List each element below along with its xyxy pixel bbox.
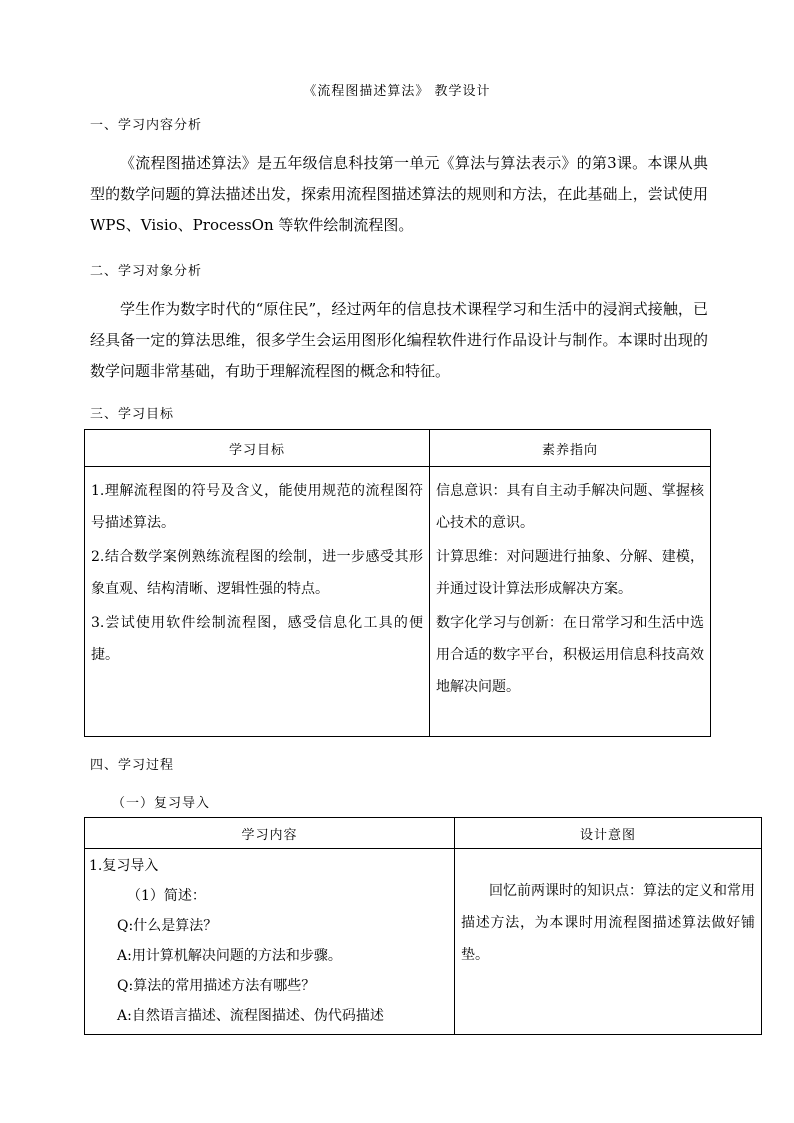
design-intent-text: 回忆前两课时的知识点：算法的定义和常用描述方法，为本课时用流程图描述算法做好铺垫。 xyxy=(461,883,755,963)
design-intent-cell xyxy=(455,849,762,1035)
goal-item: 1.理解流程图的符号及含义，能使用规范的流程图符号描述算法。 xyxy=(91,483,423,531)
content-line: Q:什么是算法？ xyxy=(117,918,218,934)
goal-item: 2.结合数学案例熟练流程图的绘制，进一步感受其形象直观、结构清晰、逻辑性强的特点。 xyxy=(91,549,423,597)
literacy-cell xyxy=(430,467,711,737)
learning-goals-table xyxy=(84,429,711,737)
learning-process-table xyxy=(84,817,762,1035)
literacy-column-header: 素养指向 xyxy=(430,430,711,467)
goals-column-header: 学习目标 xyxy=(85,430,430,467)
goals-cell xyxy=(85,467,430,737)
section-heading-learning-process: 四、学习过程 xyxy=(90,758,175,773)
content-column-header: 学习内容 xyxy=(85,818,455,849)
goal-item: 3.尝试使用软件绘制流程图，感受信息化工具的便捷。 xyxy=(91,615,423,663)
learning-content-cell xyxy=(85,849,455,1035)
literacy-item: 信息意识：具有自主动手解决问题、掌握核心技术的意识。 xyxy=(436,483,704,531)
section-heading-learning-goals: 三、学习目标 xyxy=(90,407,175,422)
intent-column-header: 设计意图 xyxy=(455,818,762,849)
goals-table-header-row xyxy=(85,430,711,467)
literacy-item: 数字化学习与创新：在日常学习和生活中选用合适的数字平台，积极运用信息科技高效地解决问题。 xyxy=(436,615,704,695)
section-heading-content-analysis: 一、学习内容分析 xyxy=(90,118,203,133)
content-line: Q:算法的常用描述方法有哪些？ xyxy=(117,978,316,994)
content-line: （1）简述： xyxy=(127,888,206,904)
content-line: A:自然语言描述、流程图描述、伪代码描述 xyxy=(117,1008,384,1024)
literacy-item: 计算思维：对问题进行抽象、分解、建模，并通过设计算法形成解决方案。 xyxy=(436,549,704,597)
learner-analysis-paragraph: 学生作为数字时代的“原住民”，经过两年的信息技术课程学习和生活中的浸润式接触，已经具备一定的算法思维，很多学生会运用图形化编程软件进行作品设计与制作。本课时出现的数学问题非常基础，有助于理解流程图的概念和特征。 xyxy=(90,300,708,380)
goals-table-body-row xyxy=(85,467,711,737)
sub-heading-review: （一）复习导入 xyxy=(112,796,211,811)
content-line: A:用计算机解决问题的方法和步骤。 xyxy=(117,948,342,964)
process-table-header-row xyxy=(85,818,762,849)
content-analysis-paragraph: 《流程图描述算法》是五年级信息科技第一单元《算法与算法表示》的第3课。本课从典型的数学问题的算法描述出发，探索用流程图描述算法的规则和方法，在此基础上，尝试使用 WPS、Visio、ProcessOn 等软件绘制流程图。 xyxy=(90,154,708,234)
process-table-body-row xyxy=(85,849,762,1035)
content-line: 1.复习导入 xyxy=(89,858,159,874)
page-title: 《流程图描述算法》 教学设计 xyxy=(303,84,491,99)
section-heading-learner-analysis: 二、学习对象分析 xyxy=(90,264,203,279)
